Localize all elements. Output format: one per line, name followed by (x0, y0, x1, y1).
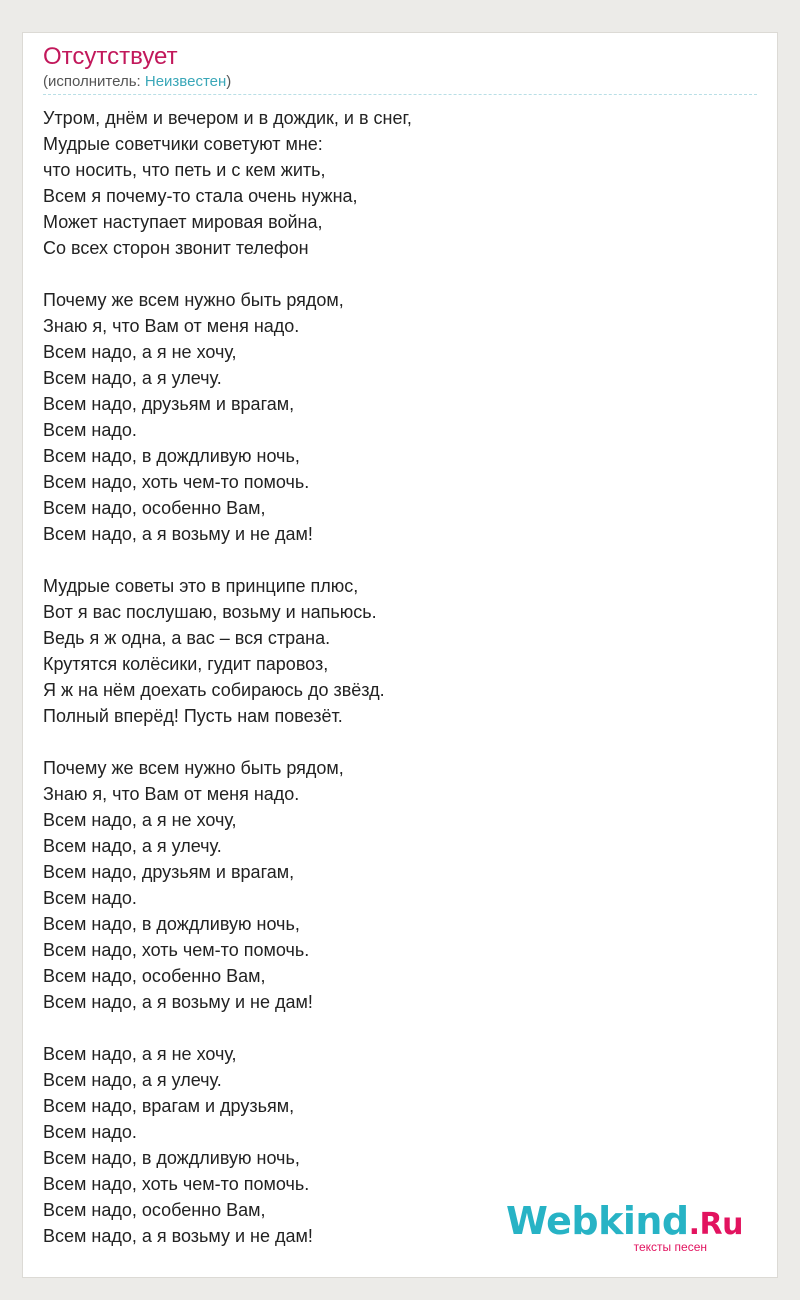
lyric-line: Всем надо, а я улечу. (43, 1070, 222, 1090)
lyric-line: Вот я вас послушаю, возьму и напьюсь. (43, 602, 377, 622)
webkind-logo[interactable] (506, 1201, 743, 1253)
title-divider (43, 94, 757, 95)
logo-tagline: тексты песен (633, 1240, 707, 1254)
lyrics-card (22, 32, 778, 1278)
lyric-line: Всем надо, друзьям и врагам, (43, 394, 295, 414)
stanza (43, 105, 743, 261)
lyric-line: Всем я почему-то стала очень нужна, (43, 186, 358, 206)
logo-wordmark (506, 1201, 743, 1245)
lyric-line: Всем надо, а я улечу. (43, 368, 222, 388)
lyric-line: Я ж на нём доехать собираюсь до звёзд. (43, 680, 385, 700)
artist-byline (43, 73, 231, 91)
lyric-line: Почему же всем нужно быть рядом, (43, 758, 344, 778)
logo-brand-tld: .Ru (688, 1207, 743, 1242)
lyric-line: Ведь я ж одна, а вас – вся страна. (43, 628, 331, 648)
lyric-line: Всем надо. (43, 420, 137, 440)
artist-link[interactable]: Неизвестен (144, 73, 227, 90)
lyric-line: Всем надо, а я возьму и не дам! (43, 992, 313, 1012)
lyric-line: Всем надо, в дождливую ночь, (43, 914, 300, 934)
lyric-line: Всем надо, особенно Вам, (43, 1200, 266, 1220)
lyric-line: Знаю я, что Вам от меня надо. (43, 316, 300, 336)
lyric-line: Всем надо, особенно Вам, (43, 498, 266, 518)
stanza (43, 573, 743, 729)
stanza (43, 287, 743, 547)
lyric-line: Всем надо, а я улечу. (43, 836, 222, 856)
lyric-line: Может наступает мировая война, (43, 212, 323, 232)
lyric-line: Знаю я, что Вам от меня надо. (43, 784, 300, 804)
lyric-line: Всем надо, друзьям и врагам, (43, 862, 295, 882)
lyric-line: Всем надо, особенно Вам, (43, 966, 266, 986)
byline-prefix: (исполнитель: (43, 73, 145, 90)
lyric-line: Всем надо, хоть чем-то помочь. (43, 472, 310, 492)
lyric-line: Всем надо, хоть чем-то помочь. (43, 1174, 310, 1194)
logo-brand-main: Webkind (506, 1199, 689, 1243)
lyric-line: Всем надо, хоть чем-то помочь. (43, 940, 310, 960)
lyric-line: Всем надо. (43, 888, 137, 908)
lyric-line: Всем надо, а я не хочу, (43, 1044, 237, 1064)
song-title: Отсутствует (43, 43, 178, 70)
lyric-line: Всем надо, а я возьму и не дам! (43, 1226, 313, 1246)
lyrics-body (43, 105, 743, 1249)
lyric-line: Всем надо, в дождливую ночь, (43, 1148, 300, 1168)
lyric-line: Всем надо, в дождливую ночь, (43, 446, 300, 466)
byline-suffix: ) (226, 73, 232, 90)
lyric-line: Мудрые советы это в принципе плюс, (43, 576, 359, 596)
lyric-line: Всем надо, а я не хочу, (43, 342, 237, 362)
stanza (43, 755, 743, 1015)
lyric-line: Всем надо, а я не хочу, (43, 810, 237, 830)
lyric-line: Почему же всем нужно быть рядом, (43, 290, 344, 310)
lyric-line: что носить, что петь и с кем жить, (43, 160, 326, 180)
lyric-line: Крутятся колёсики, гудит паровоз, (43, 654, 329, 674)
lyric-line: Со всех сторон звонит телефон (43, 238, 309, 258)
lyric-line: Мудрые советчики советуют мне: (43, 134, 323, 154)
lyric-line: Утром, днём и вечером и в дождик, и в снег, (43, 108, 412, 128)
lyric-line: Всем надо. (43, 1122, 137, 1142)
lyric-line: Полный вперёд! Пусть нам повезёт. (43, 706, 343, 726)
lyric-line: Всем надо, а я возьму и не дам! (43, 524, 313, 544)
lyric-line: Всем надо, врагам и друзьям, (43, 1096, 295, 1116)
